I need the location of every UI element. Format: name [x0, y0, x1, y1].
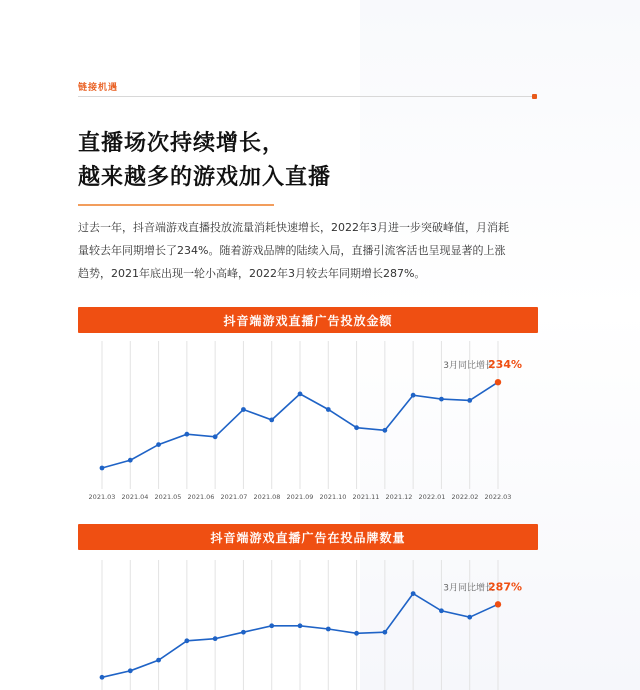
data-point [411, 591, 416, 596]
body-line-3: 趋势，2021年底出现一轮小高峰，2022年3月较去年同期增长287%。 [78, 267, 426, 280]
headline-line-1: 直播场次持续增长， [78, 131, 286, 156]
data-point [298, 623, 303, 628]
data-point [439, 608, 444, 613]
data-point [439, 397, 444, 402]
data-point [100, 466, 105, 471]
x-tick-label: 2021.12 [385, 493, 413, 501]
x-tick-label: 2022.01 [418, 493, 446, 501]
headline-line-2: 越来越多的游戏加入直播 [78, 165, 332, 190]
data-point [354, 631, 359, 636]
data-point [128, 458, 133, 463]
data-point [241, 630, 246, 635]
data-point [213, 636, 218, 641]
data-point [382, 428, 387, 433]
data-point [269, 623, 274, 628]
divider-dot [532, 94, 537, 99]
data-point [128, 668, 133, 673]
x-tick-label: 2021.04 [121, 493, 149, 501]
x-tick-label: 2021.06 [187, 493, 215, 501]
headline-underline [78, 204, 274, 206]
annotation-label: 3月同比增长 [443, 583, 494, 594]
body-paragraph [78, 216, 540, 285]
x-tick-label: 2021.11 [352, 493, 380, 501]
data-point [354, 425, 359, 430]
data-point [382, 630, 387, 635]
brand-count-chart [78, 524, 538, 690]
chart-title-banner: 抖音端游戏直播广告在投品牌数量 [78, 524, 538, 550]
annotation-value: 234% [488, 358, 522, 372]
data-point [269, 418, 274, 423]
ad-spend-chart [78, 307, 538, 505]
data-point [100, 675, 105, 680]
body-line-1: 过去一年，抖音端游戏直播投放流量消耗快速增长，2022年3月进一步突破峰值，月消耗 [78, 221, 509, 234]
data-point [156, 442, 161, 447]
ad-spend-line-chart [78, 333, 538, 505]
data-point [326, 407, 331, 412]
highlight-point [495, 379, 501, 385]
data-point [411, 393, 416, 398]
data-point [326, 627, 331, 632]
x-tick-label: 2022.02 [451, 493, 479, 501]
top-divider [78, 96, 534, 97]
brand-count-line-chart [78, 550, 538, 690]
data-point [184, 638, 189, 643]
data-point [467, 398, 472, 403]
x-tick-label: 2021.03 [88, 493, 116, 501]
annotation-label: 3月同比增长 [443, 361, 494, 372]
chart-title-banner: 抖音端游戏直播广告投放金额 [78, 307, 538, 333]
data-point [184, 432, 189, 437]
body-line-2: 量较去年同期增长了234%。随着游戏品牌的陆续入局，直播引流客活也呈现显著的上涨 [78, 244, 506, 257]
data-point [298, 392, 303, 397]
annotation-value: 287% [488, 580, 522, 594]
x-tick-label: 2022.03 [484, 493, 512, 501]
data-point [156, 658, 161, 663]
x-tick-label: 2021.07 [220, 493, 248, 501]
x-tick-label: 2021.09 [286, 493, 314, 501]
section-tag: 链接机遇 [78, 83, 119, 93]
data-point [467, 615, 472, 620]
highlight-point [495, 601, 501, 607]
x-tick-label: 2021.10 [319, 493, 347, 501]
data-point [213, 434, 218, 439]
x-tick-label: 2021.05 [154, 493, 182, 501]
x-tick-label: 2021.08 [253, 493, 281, 501]
data-point [241, 407, 246, 412]
